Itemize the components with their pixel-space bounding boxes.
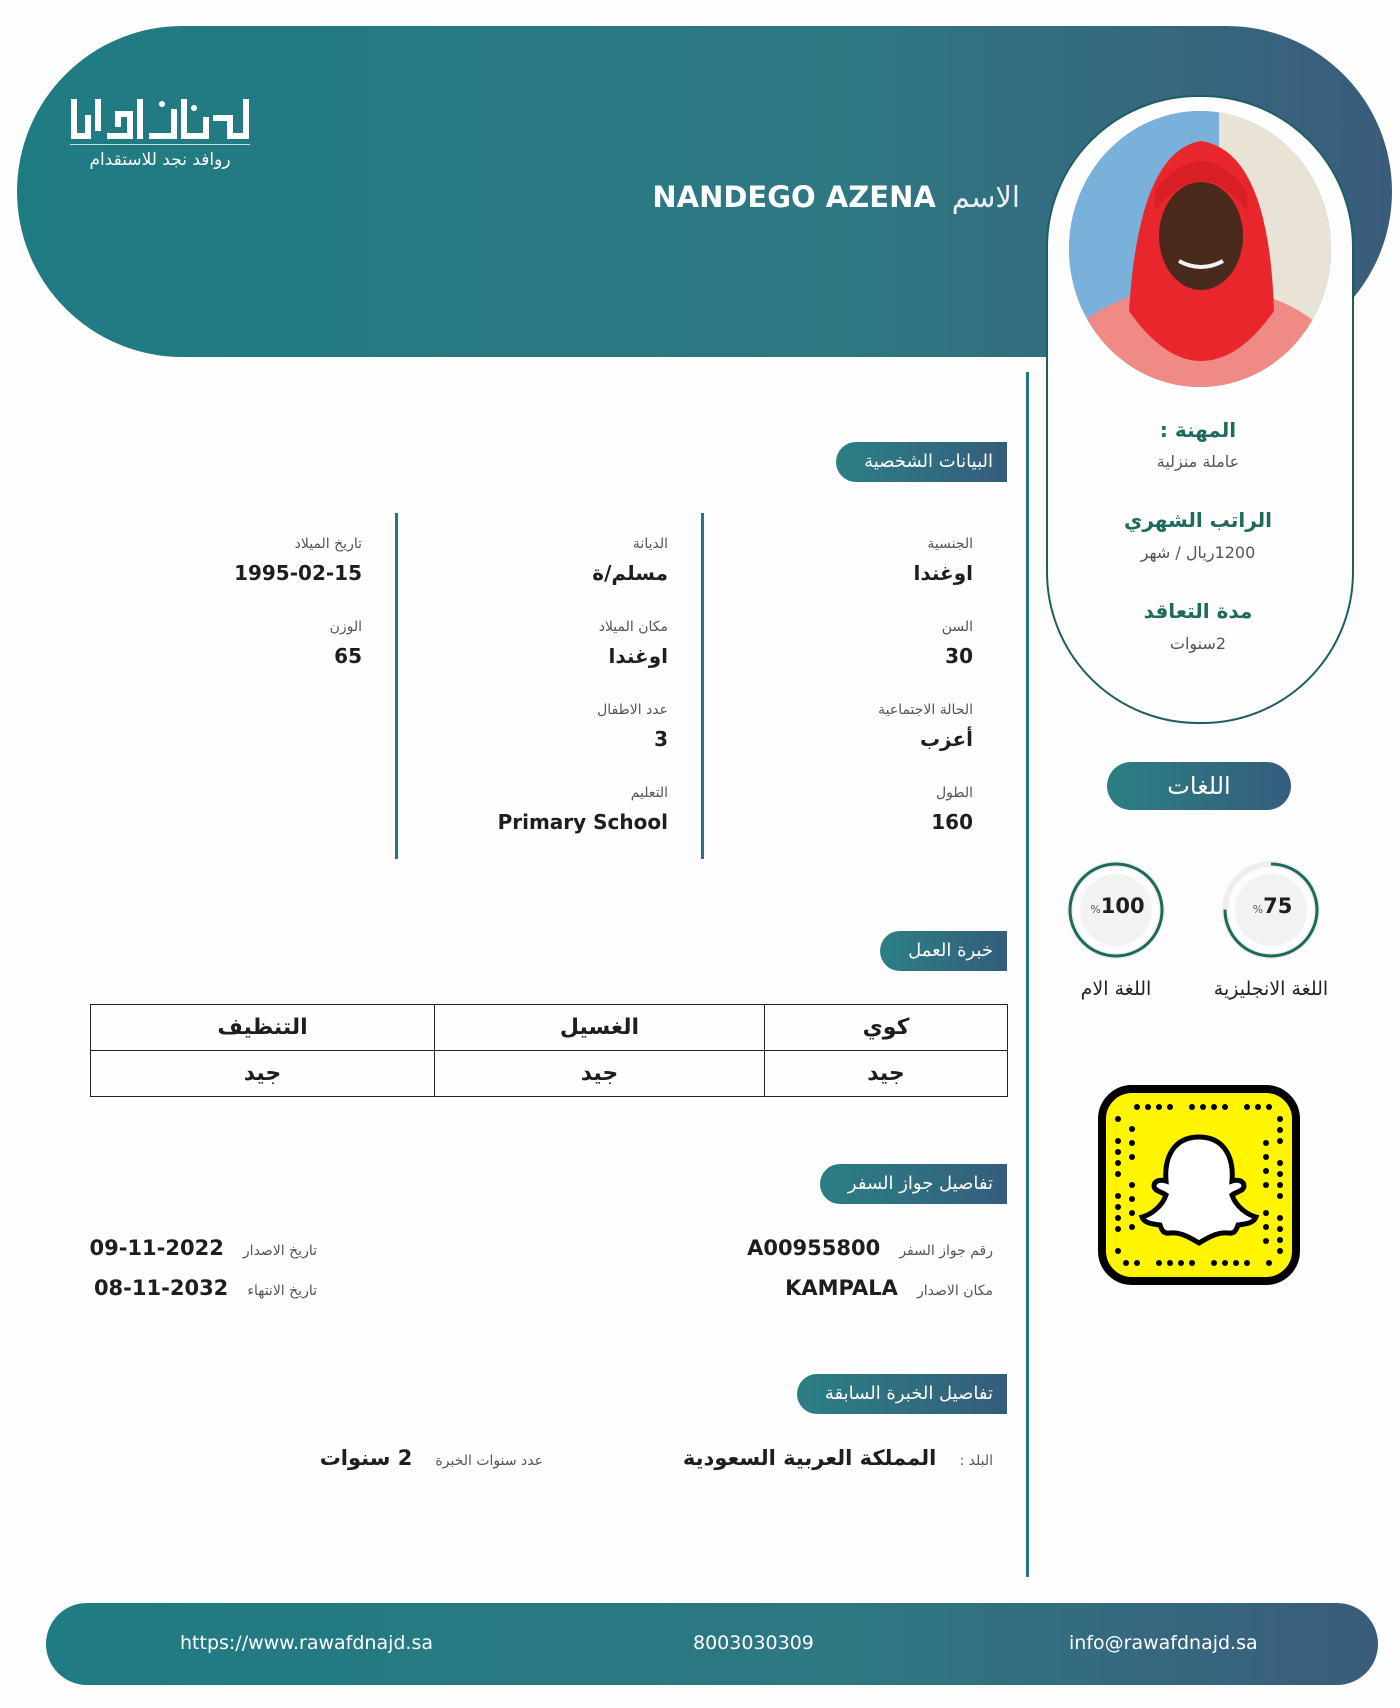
english-percent [1219, 894, 1323, 918]
snapcode-dot [1167, 1104, 1173, 1110]
snapcode-dot [1211, 1104, 1217, 1110]
passport-section-title: تفاصيل جواز السفر [820, 1164, 1007, 1204]
snapcode-dot [1263, 1168, 1269, 1174]
children-label: عدد الاطفال [597, 702, 668, 718]
experience-years-label: عدد سنوات الخبرة [435, 1453, 543, 1469]
level-ironing: جيد [765, 1051, 1008, 1097]
timeline-line [1026, 372, 1029, 1577]
birthplace-label: مكان الميلاد [598, 619, 668, 635]
previous-experience-title: تفاصيل الخبرة السابقة [797, 1374, 1007, 1414]
experience-years-value: 2 سنوات [319, 1446, 413, 1470]
snapcode-dot [1277, 1182, 1283, 1188]
snapcode-dot [1277, 1248, 1283, 1254]
snapcode-dot [1277, 1127, 1283, 1133]
passport-place-label: مكان الاصدار [917, 1283, 993, 1299]
birthplace-value: اوغندا [608, 644, 668, 668]
profile-photo [1069, 111, 1331, 387]
profession-label: المهنة : [1159, 418, 1237, 442]
height-value: 160 [931, 810, 973, 834]
snapcode-dot [1277, 1193, 1283, 1199]
snapcode-dot [1277, 1215, 1283, 1221]
personal-section-title: البيانات الشخصية [836, 442, 1007, 482]
snapcode-dot [1255, 1104, 1261, 1110]
snapcode-dot [1222, 1260, 1228, 1266]
experience-years-row [320, 1446, 543, 1470]
snapcode-dot [1134, 1104, 1140, 1110]
religion-value: مسلم/ة [592, 561, 668, 585]
snapcode-dot [1129, 1210, 1135, 1216]
snapcode-dot [1129, 1140, 1135, 1146]
snapcode-dot [1244, 1104, 1250, 1110]
age-value: 30 [945, 644, 973, 668]
company-logo [70, 94, 250, 144]
salary-label: الراتب الشهري [1124, 508, 1272, 532]
skills-header-row [91, 1005, 1008, 1051]
snapcode-dot [1129, 1182, 1135, 1188]
snapcode-icon[interactable] [1098, 1085, 1300, 1285]
profession-value: عاملة منزلية [1156, 452, 1240, 471]
email-link[interactable]: info@rawafdnajd.sa [1069, 1632, 1258, 1654]
education-label: التعليم [630, 785, 668, 801]
snapcode-dot [1222, 1104, 1228, 1110]
snapcode-dot [1277, 1138, 1283, 1144]
issue-date-label: تاريخ الاصدار [242, 1243, 317, 1259]
snapcode-dot [1266, 1260, 1272, 1266]
weight-label: الوزن [329, 619, 362, 635]
snapcode-dot [1233, 1260, 1239, 1266]
expiry-date-label: تاريخ الانتهاء [247, 1283, 317, 1299]
country-value: المملكة العربية السعودية [682, 1446, 937, 1470]
snapcode-dot [1189, 1260, 1195, 1266]
logo-subtitle: روافد نجد للاستقدام [89, 150, 231, 170]
name-value: NANDEGO AZENA [652, 180, 936, 214]
issue-date-row [89, 1236, 317, 1260]
snapcode-dot [1134, 1260, 1140, 1266]
snapcode-dot [1129, 1154, 1135, 1160]
skill-ironing: كوي [765, 1005, 1008, 1051]
birthdate-value: 1995-02-15 [234, 561, 362, 585]
native-percent [1064, 894, 1168, 918]
snapcode-dot [1200, 1104, 1206, 1110]
level-cleaning: جيد [91, 1051, 435, 1097]
skills-level-row [91, 1051, 1008, 1097]
experience-section-title: خبرة العمل [880, 931, 1007, 971]
children-value: 3 [654, 727, 668, 751]
country-row [683, 1446, 993, 1470]
name-label: الاسم [951, 180, 1020, 214]
snapcode-dot [1263, 1238, 1269, 1244]
snapcode-dot [1178, 1260, 1184, 1266]
snapcode-dot [1129, 1126, 1135, 1132]
marital-status-value: أعزب [919, 727, 973, 751]
nationality-value: اوغندا [913, 561, 973, 585]
age-label: السن [941, 619, 973, 635]
marital-status-label: الحالة الاجتماعية [878, 702, 973, 718]
snapcode-dot [1115, 1160, 1121, 1166]
expiry-date-row [94, 1276, 317, 1300]
snapcode-dot [1115, 1171, 1121, 1177]
snapcode-dot [1123, 1260, 1129, 1266]
logo-divider [70, 144, 250, 145]
snapcode-dot [1115, 1116, 1121, 1122]
passport-number-value: A00955800 [747, 1236, 881, 1260]
snapcode-dot [1115, 1204, 1121, 1210]
snapcode-dot [1263, 1154, 1269, 1160]
snapcode-dot [1156, 1104, 1162, 1110]
english-percent-value: 75 [1263, 894, 1293, 918]
skill-washing: الغسيل [435, 1005, 765, 1051]
percent-sign: % [1252, 903, 1264, 916]
snapcode-dot [1211, 1260, 1217, 1266]
snapcode-dot [1167, 1260, 1173, 1266]
contract-label: مدة التعاقد [1143, 599, 1253, 623]
snapcode-dot [1263, 1224, 1269, 1230]
salary-value: 1200ريال / شهر [1140, 543, 1256, 562]
native-label: اللغة الام [1080, 978, 1152, 1000]
country-label: البلد : [959, 1453, 993, 1469]
website-link[interactable]: https://www.rawafdnajd.sa [180, 1632, 434, 1654]
snapcode-dot [1145, 1104, 1151, 1110]
snapcode-dot [1277, 1237, 1283, 1243]
skills-table [90, 1004, 1008, 1097]
religion-label: الديانة [632, 536, 668, 552]
education-value: Primary School [497, 810, 668, 834]
birthdate-label: تاريخ الميلاد [294, 536, 362, 552]
snapcode-dot [1277, 1226, 1283, 1232]
column-separator [701, 513, 704, 859]
passport-place-row [785, 1276, 993, 1300]
issue-date-value: 2022-11-09 [89, 1236, 224, 1260]
snapcode-dot [1115, 1215, 1121, 1221]
name-row [652, 180, 1020, 214]
snapcode-dot [1115, 1193, 1121, 1199]
phone-number[interactable]: 8003030309 [693, 1632, 814, 1654]
weight-value: 65 [334, 644, 362, 668]
english-label: اللغة الانجليزية [1213, 978, 1329, 1000]
percent-sign: % [1090, 903, 1101, 916]
snapcode-dot [1115, 1149, 1121, 1155]
contract-value: 2سنوات [1169, 634, 1227, 653]
snapcode-dot [1263, 1210, 1269, 1216]
snapcode-dot [1277, 1116, 1283, 1122]
snapcode-dot [1115, 1226, 1121, 1232]
column-separator [395, 513, 398, 859]
nationality-label: الجنسية [927, 536, 973, 552]
snapcode-dot [1266, 1104, 1272, 1110]
native-percent-value: 100 [1100, 894, 1145, 918]
snapcode-dot [1263, 1182, 1269, 1188]
snapcode-dot [1277, 1160, 1283, 1166]
snapcode-dot [1263, 1140, 1269, 1146]
snapcode-dot [1244, 1260, 1250, 1266]
height-label: الطول [935, 785, 973, 801]
snapcode-dot [1115, 1138, 1121, 1144]
passport-number-row [747, 1236, 993, 1260]
snapcode-dot [1189, 1104, 1195, 1110]
snapcode-dot [1115, 1248, 1121, 1254]
passport-number-label: رقم جواز السفر [899, 1243, 993, 1259]
snapcode-dot [1129, 1224, 1135, 1230]
snapcode-dot [1156, 1260, 1162, 1266]
level-washing: جيد [435, 1051, 765, 1097]
skill-cleaning: التنظيف [91, 1005, 435, 1051]
passport-place-value: KAMPALA [785, 1276, 898, 1300]
expiry-date-value: 2032-11-08 [93, 1276, 229, 1300]
snapcode-dot [1277, 1171, 1283, 1177]
snapcode-dot [1129, 1196, 1135, 1202]
languages-title: اللغات [1107, 762, 1291, 810]
